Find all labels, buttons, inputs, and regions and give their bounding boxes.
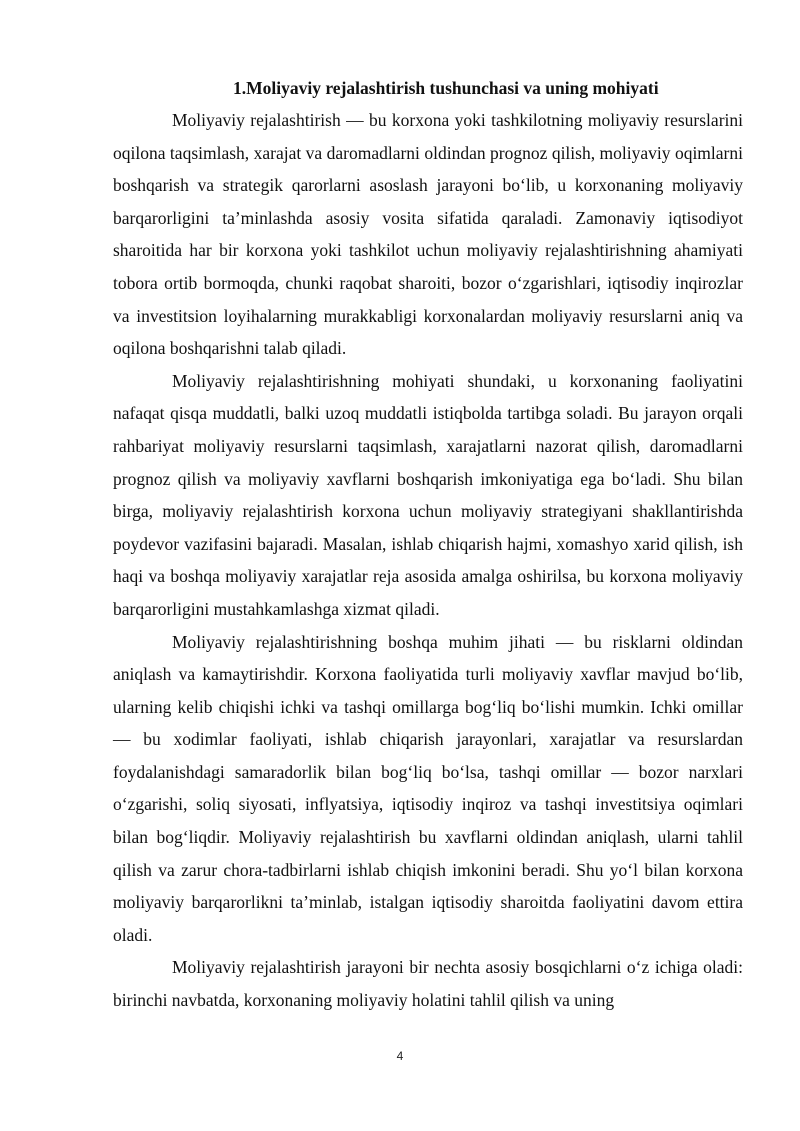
paragraph-risks: Moliyaviy rejalashtirishning boshqa muhim jihati — bu risklarni oldindan aniqlash va kamaytirishdir. Korxona faoliyatida turli moliyaviy xavflar mavjud bo‘lib, ularning kelib chiqishi ichki va tashqi omillarga bog‘liq bo‘lishi mumkin. Ichki omillar — bu xodimlar faoliyati, ishlab chiqarish jarayonlari, xarajatlar va resurslardan foydalanishdagi samaradorlik bilan bog‘liq bo‘lsa, tashqi omillar — bozor narxlari o‘zgarishi, soliq siyosati, inflyatsiya, iqtisodiy inqiroz va tashqi investitsiya oqimlari bilan bog‘liqdir. Moliyaviy rejalashtirish bu xavflarni oldindan aniqlash, ularni tahlil qilish va zarur chora-tadbirlarni ishlab chiqish imkonini beradi. Shu yo‘l bilan korxona moliyaviy barqarorlikni ta’minlab, istalgan iqtisodiy sharoitda faoliyatini davom ettira oladi. xyxy=(113,631,743,945)
page-content xyxy=(113,72,743,1017)
paragraph-essence: Moliyaviy rejalashtirishning mohiyati shundaki, u korxonaning faoliyatini nafaqat qisqa muddatli, balki uzoq muddatli istiqbolda tartibga soladi. Bu jarayon orqali rahbariyat moliyaviy resurslarni taqsimlash, xarajatlarni nazorat qilish, daromadlarni prognoz qilish va moliyaviy xavflarni boshqarish imkoniyatiga ega bo‘ladi. Shu bilan birga, moliyaviy rejalashtirish korxona uchun moliyaviy strategiyani shakllantirishda poydevor vazifasini bajaradi. Masalan, ishlab chiqarish hajmi, xomashyo xarid qilish, ish haqi va boshqa moliyaviy xarajatlar reja asosida amalga oshirilsa, bu korxona moliyaviy barqarorligini mustahkamlashga xizmat qiladi. xyxy=(113,370,743,619)
page-number: 4 xyxy=(396,1049,404,1063)
paragraph-definition: Moliyaviy rejalashtirish — bu korxona yoki tashkilotning moliyaviy resurslarini oqilona taqsimlash, xarajat va daromadlarni oldindan prognoz qilish, moliyaviy oqimlarni boshqarish va strategik qarorlarni asoslash jarayoni bo‘lib, u korxonaning moliyaviy barqarorligini ta’minlashda asosiy vosita sifatida qaraladi. Zamonaviy iqtisodiyot sharoitida har bir korxona yoki tashkilot uchun moliyaviy rejalashtirishning ahamiyati tobora ortib bormoqda, chunki raqobat sharoiti, bozor o‘zgarishlari, iqtisodiy inqirozlar va investitsion loyihalarning murakkabligi korxonalardan moliyaviy resurslarni aniq va oqilona boshqarishni talab qiladi. xyxy=(113,110,743,359)
paragraph-stages: Moliyaviy rejalashtirish jarayoni bir nechta asosiy bosqichlarni o‘z ichiga oladi: birinchi navbatda, korxonaning moliyaviy holatini tahlil qilish va uning xyxy=(113,957,743,1011)
section-title: 1.Moliyaviy rejalashtirish tushunchasi va uning mohiyati xyxy=(233,78,659,98)
